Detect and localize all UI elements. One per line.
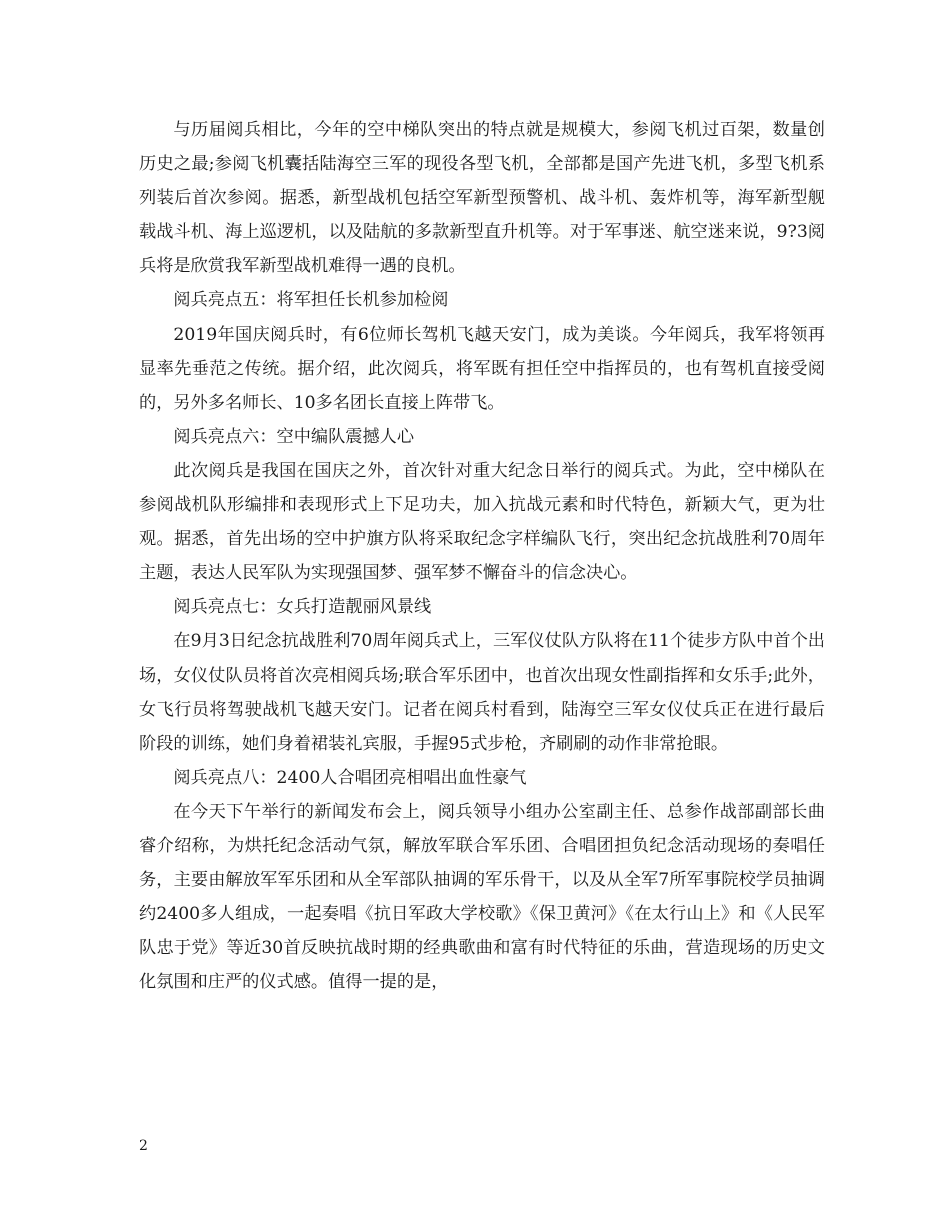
paragraph-female-soldiers: 在9月3日纪念抗战胜利70周年阅兵式上，三军仪仗队方队将在11个徒步方队中首个出场，女仪仗队员将首次亮相阅兵场;联合军乐团中，也首次出现女性副指挥和女乐手;此外，女飞行员将驾驶战机飞越天安门。记者在阅兵村看到，陆海空三军女仪仗兵正在进行最后阶段的训练，她们身着裙装礼宾服，手握95式步枪，齐刷刷的动作非常抢眼。 (139, 631, 825, 754)
paragraph-generals-lead: 2019年国庆阅兵时，有6位师长驾机飞越天安门，成为美谈。今年阅兵，我军将领再显率先垂范之传统。据介绍，此次阅兵，将军既有担任空中指挥员的，也有驾机直接受阅的，另外多名师长、10多名团长直接上阵带飞。 (139, 324, 825, 413)
paragraph-air-formation: 此次阅兵是我国在国庆之外，首次针对重大纪念日举行的阅兵式。为此，空中梯队在参阅战机队形编排和表现形式上下足功夫，加入抗战元素和时代特色，新颖大气，更为壮观。据悉，首先出场的空中护旗方队将采取纪念字样编队飞行，突出纪念抗战胜利70周年主题，表达人民军队为实现强国梦、强军梦不懈奋斗的信念决心。 (139, 460, 825, 584)
document-body (139, 113, 825, 999)
heading-highlight-eight: 阅兵亮点八：2400人合唱团亮相唱出血性豪气 (173, 767, 527, 788)
page-number: 2 (139, 1138, 148, 1154)
paragraph-choir: 在今天下午举行的新闻发布会上，阅兵领导小组办公室副主任、总参作战部副部长曲睿介绍称，为烘托纪念活动气氛，解放军联合军乐团、合唱团担负纪念活动现场的奏唱任务，主要由解放军军乐团和从全军部队抽调的军乐骨干，以及从全军7所军事院校学员抽调约2400多人组成，一起奏唱《抗日军政大学校歌》《保卫黄河》《在太行山上》和《人民军队忠于党》等近30首反映抗战时期的经典歌曲和富有时代特征的乐曲，营造现场的历史文化氛围和庄严的仪式感。值得一提的是， (139, 801, 825, 993)
heading-highlight-six: 阅兵亮点六：空中编队震撼人心 (173, 426, 415, 447)
heading-highlight-five: 阅兵亮点五：将军担任长机参加检阅 (173, 290, 449, 311)
heading-highlight-seven: 阅兵亮点七：女兵打造靓丽风景线 (173, 597, 432, 618)
paragraph-formation-scale: 与历届阅兵相比，今年的空中梯队突出的特点就是规模大，参阅飞机过百架，数量创历史之最;参阅飞机囊括陆海空三军的现役各型飞机，全部都是国产先进飞机，多型飞机系列装后首次参阅。据悉，新型战机包括空军新型预警机、战斗机、轰炸机等，海军新型舰载战斗机、海上巡逻机，以及陆航的多款新型直升机等。对于军事迷、航空迷来说，9?3阅兵将是欣赏我军新型战机难得一遇的良机。 (139, 120, 825, 277)
